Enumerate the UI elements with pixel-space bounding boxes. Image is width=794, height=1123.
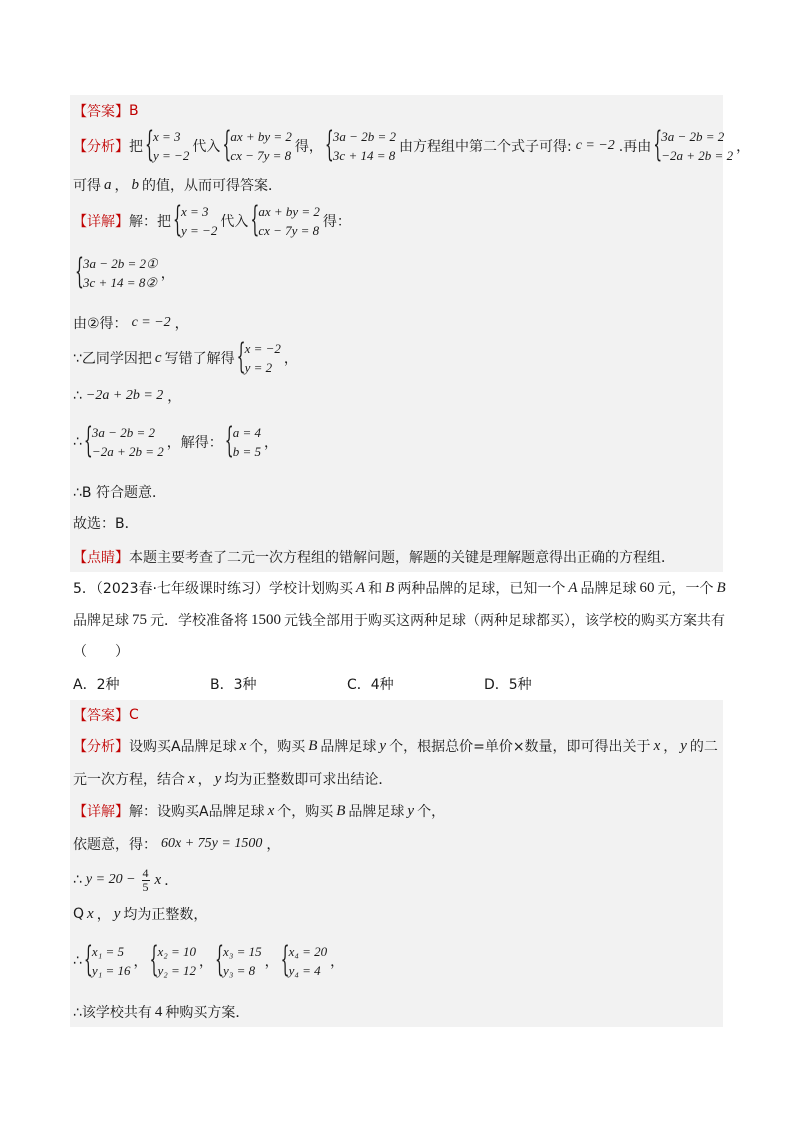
detail-line-5 [73, 376, 181, 416]
variable: B [336, 802, 346, 819]
equation-row: 3a − 2b = 2 [91, 425, 155, 440]
variable: y [214, 770, 222, 787]
stem-text: 品牌足球 [73, 613, 129, 629]
answer-label: 【答案】 [73, 104, 129, 120]
equation-system [145, 127, 189, 165]
equation-row: 3a − 2b = 2 [332, 129, 396, 144]
equation-row: cx − 7y = 8 [258, 223, 320, 238]
left-brace [173, 213, 180, 229]
option-b: B．3种 [210, 677, 257, 693]
equation-system [653, 127, 733, 165]
detail-text: 写错了解得 [164, 351, 235, 367]
answer-line [73, 91, 139, 131]
equation-rows [153, 127, 189, 165]
detail-text: ， [264, 954, 279, 970]
solution-system-2 [149, 942, 196, 980]
variable: y [113, 905, 121, 922]
answer-label: 【答案】 [73, 708, 129, 724]
equation-row: x₄ = 20 [288, 944, 328, 959]
detail-text: ，解得： [166, 435, 223, 451]
variable: y [379, 737, 387, 754]
detail-text: ， [264, 435, 279, 451]
detail-line-2 [73, 824, 280, 864]
equation-row: −2a + 2b = 2 [661, 148, 734, 163]
equation-rows [661, 127, 733, 165]
solution-system-3 [215, 942, 262, 980]
analysis-text: 均为正整数即可求出结论． [224, 772, 393, 788]
question-stem-line-2 [73, 600, 725, 640]
detail-text: 代入 [220, 214, 249, 230]
left-brace [281, 953, 288, 969]
answer-blank: （ ） [73, 644, 129, 660]
equation-row: y₃ = 8 [223, 963, 256, 978]
comment-text: 本题主要考查了二元一次方程组的错解问题，解题的关键是理解题意得出正确的方程组． [129, 550, 675, 566]
equation-row: x = 3 [153, 129, 181, 144]
solution-system-1 [84, 942, 131, 980]
equation-row: −2a + 2b = 2 [91, 444, 164, 459]
number: 1500 [251, 611, 281, 628]
equation-row: x = 3 [181, 204, 209, 219]
variable: B [385, 579, 395, 596]
analysis-text: 元一次方程，结合 [73, 772, 185, 788]
equation-system [250, 202, 320, 240]
left-brace [225, 434, 232, 450]
left-brace [250, 213, 257, 229]
analysis-text: .再由 [618, 139, 652, 155]
variable: a [104, 176, 112, 193]
equation-rows [258, 202, 320, 240]
answer-value: B [129, 103, 139, 119]
math-expression: c = −2 [575, 138, 615, 153]
analysis-text: ， [114, 178, 129, 194]
analysis-text: 把 [129, 139, 143, 155]
equation-row: b = 5 [232, 444, 262, 459]
equation-system [222, 127, 292, 165]
detail-text: ∴ [73, 434, 82, 450]
detail-text: ， [199, 954, 214, 970]
variable: B [308, 737, 318, 754]
variable: x [87, 905, 94, 922]
equation-rows [92, 942, 131, 980]
detail-text: ， [133, 954, 148, 970]
equation-row: 3a − 2b = 2① [83, 256, 158, 271]
equation-row: 3a − 2b = 2 [661, 129, 725, 144]
equation-row: y₁ = 16 [91, 963, 131, 978]
analysis-text: 个，根据总价=单价×数量，即可得出关于 [389, 739, 651, 755]
detail-line-2 [73, 253, 175, 293]
equation-row: cx − 7y = 8 [230, 148, 292, 163]
detail-text: ∵乙同学因把 [73, 351, 152, 367]
detail-text: 个， [417, 804, 446, 820]
equation-row: y₂ = 12 [157, 963, 197, 978]
equation-row: x₃ = 15 [223, 944, 262, 959]
equation-row: y = −2 [181, 223, 218, 238]
analysis-text: 设购买A品牌足球 [129, 739, 237, 755]
equation-system [75, 254, 158, 292]
detail-line-4 [73, 894, 207, 934]
detail-text: 由②得： [73, 316, 128, 332]
variable: A [568, 579, 578, 596]
variable: A [356, 579, 366, 596]
equation-rows [181, 202, 217, 240]
analysis-text: 的值，从而可得答案． [142, 178, 282, 194]
left-brace [149, 953, 156, 969]
detail-text: ， [160, 266, 175, 282]
equation-row: 3c + 14 = 8② [83, 275, 157, 290]
variable: b [131, 176, 139, 193]
analysis-text: 可得 [73, 178, 101, 194]
variable: x [267, 802, 275, 819]
detail-text: ， [266, 837, 281, 853]
detail-text: ∴该学校共有 [73, 1005, 152, 1021]
stem-text: 元．学校准备将 [150, 613, 248, 629]
math-expression: 60x + 75y = 1500 [161, 836, 263, 851]
equation-rows [245, 339, 281, 377]
detail-text: 种购买方案． [165, 1005, 250, 1021]
equation-row: y = −2 [153, 148, 190, 163]
detail-text: 解：把 [129, 214, 171, 230]
analysis-text: 个，购买 [249, 739, 306, 755]
equation-row: 3c + 14 = 8 [332, 148, 396, 163]
number: 75 [132, 611, 147, 628]
analysis-line-1 [73, 126, 750, 166]
stem-text: 元钱全部用于购买这两种足球（两种足球都买），该学校的购买方案共有 [284, 613, 725, 629]
equation-row: x₁ = 5 [91, 944, 124, 959]
variable: x [188, 770, 195, 787]
option-c: C．4种 [347, 677, 394, 693]
detail-text: 解：设购买A品牌足球 [129, 804, 265, 820]
detail-line-6 [73, 992, 249, 1032]
detail-text: ∴ [73, 872, 82, 888]
math-expression: c = −2 [131, 315, 171, 330]
detail-text: ， [283, 351, 298, 367]
detail-line-4 [73, 338, 298, 378]
variable: y [407, 802, 415, 819]
left-brace [325, 138, 332, 154]
analysis-text: 的二 [689, 739, 718, 755]
option-d: D．5种 [484, 677, 532, 693]
solution-system-4 [281, 942, 328, 980]
equation-rows [92, 423, 164, 461]
detail-text: ， [167, 389, 182, 405]
answer-value: C [129, 707, 139, 723]
equation-rows [233, 423, 261, 461]
detail-text: 得： [322, 214, 351, 230]
left-brace [145, 138, 152, 154]
analysis-text: ， [663, 739, 678, 755]
left-brace [237, 350, 244, 366]
fraction-numerator: 4 [142, 865, 149, 880]
detail-text: ， [96, 907, 111, 923]
comment-label: 【点睛】 [73, 550, 129, 566]
detail-line-1 [73, 201, 351, 241]
analysis-text: 代入 [192, 139, 221, 155]
detail-text: ， [330, 954, 345, 970]
analysis-label: 【分析】 [73, 139, 129, 155]
equation-rows [83, 254, 158, 292]
equation-rows [223, 942, 262, 980]
equation-system [84, 423, 164, 461]
equation-row: y₄ = 4 [288, 963, 321, 978]
analysis-text: ， [736, 139, 751, 155]
detail-line-5 [73, 941, 344, 981]
stem-text: 和 [368, 581, 383, 597]
detail-text: ． [164, 873, 179, 889]
options-row [73, 664, 621, 704]
detail-text: 依题意，得： [73, 837, 157, 853]
detail-text: 均为正整数， [123, 907, 208, 923]
variable: x [239, 737, 247, 754]
equation-row: x = −2 [244, 341, 281, 356]
fraction [142, 867, 150, 894]
number: 60 [639, 579, 655, 596]
detail-line-6 [73, 422, 278, 462]
analysis-line-2 [73, 165, 282, 205]
variable: c [154, 349, 162, 366]
left-brace [75, 265, 82, 281]
equation-row: a = 4 [232, 425, 262, 440]
equation-rows [289, 942, 328, 980]
equation-system [225, 423, 261, 461]
fraction-denominator: 5 [142, 879, 149, 894]
variable: B [716, 579, 726, 596]
equation-rows [230, 127, 292, 165]
detail-text: 个，购买 [277, 804, 334, 820]
stem-text: 5．（2023春·七年级课时练习）学校计划购买 [73, 581, 353, 597]
equation-row: x₂ = 10 [157, 944, 197, 959]
math-expression: y = 20 − [85, 872, 136, 887]
left-brace [84, 434, 91, 450]
detail-text: 故选：B． [73, 516, 139, 532]
analysis-text: 由方程组中第二个式子可得: [398, 139, 572, 155]
equation-row: y = 2 [244, 360, 273, 375]
detail-text: ∴B 符合题意． [73, 485, 166, 501]
stem-text: 品牌足球 [580, 581, 637, 597]
equation-rows [157, 942, 196, 980]
variable: x [653, 737, 661, 754]
equation-system [325, 127, 396, 165]
number: 4 [154, 1003, 163, 1020]
analysis-text: 得， [294, 139, 323, 155]
stem-text: 元，一个 [657, 581, 714, 597]
equation-system [237, 339, 281, 377]
equation-row: ax + by = 2 [258, 204, 320, 219]
variable: y [680, 737, 687, 754]
variable: x [154, 871, 162, 888]
left-brace [653, 138, 660, 154]
option-a: A．2种 [73, 677, 120, 693]
detail-label: 【详解】 [73, 804, 129, 820]
equation-rows [333, 127, 396, 165]
left-brace [215, 953, 222, 969]
detail-text: ∴ [73, 388, 82, 404]
detail-text: ∴ [73, 953, 82, 969]
analysis-text: 品牌足球 [320, 739, 377, 755]
left-brace [222, 138, 229, 154]
math-expression: −2a + 2b = 2 [85, 388, 164, 403]
detail-text: Q [73, 906, 85, 922]
detail-line-3 [73, 303, 189, 343]
analysis-label: 【分析】 [73, 739, 129, 755]
analysis-text: ， [197, 772, 212, 788]
detail-label: 【详解】 [73, 214, 129, 230]
stem-text: 两种品牌的足球，已知一个 [397, 581, 566, 597]
equation-row: ax + by = 2 [230, 129, 292, 144]
left-brace [84, 953, 91, 969]
detail-text: 品牌足球 [348, 804, 405, 820]
detail-text: ， [174, 316, 189, 332]
equation-system [173, 202, 217, 240]
